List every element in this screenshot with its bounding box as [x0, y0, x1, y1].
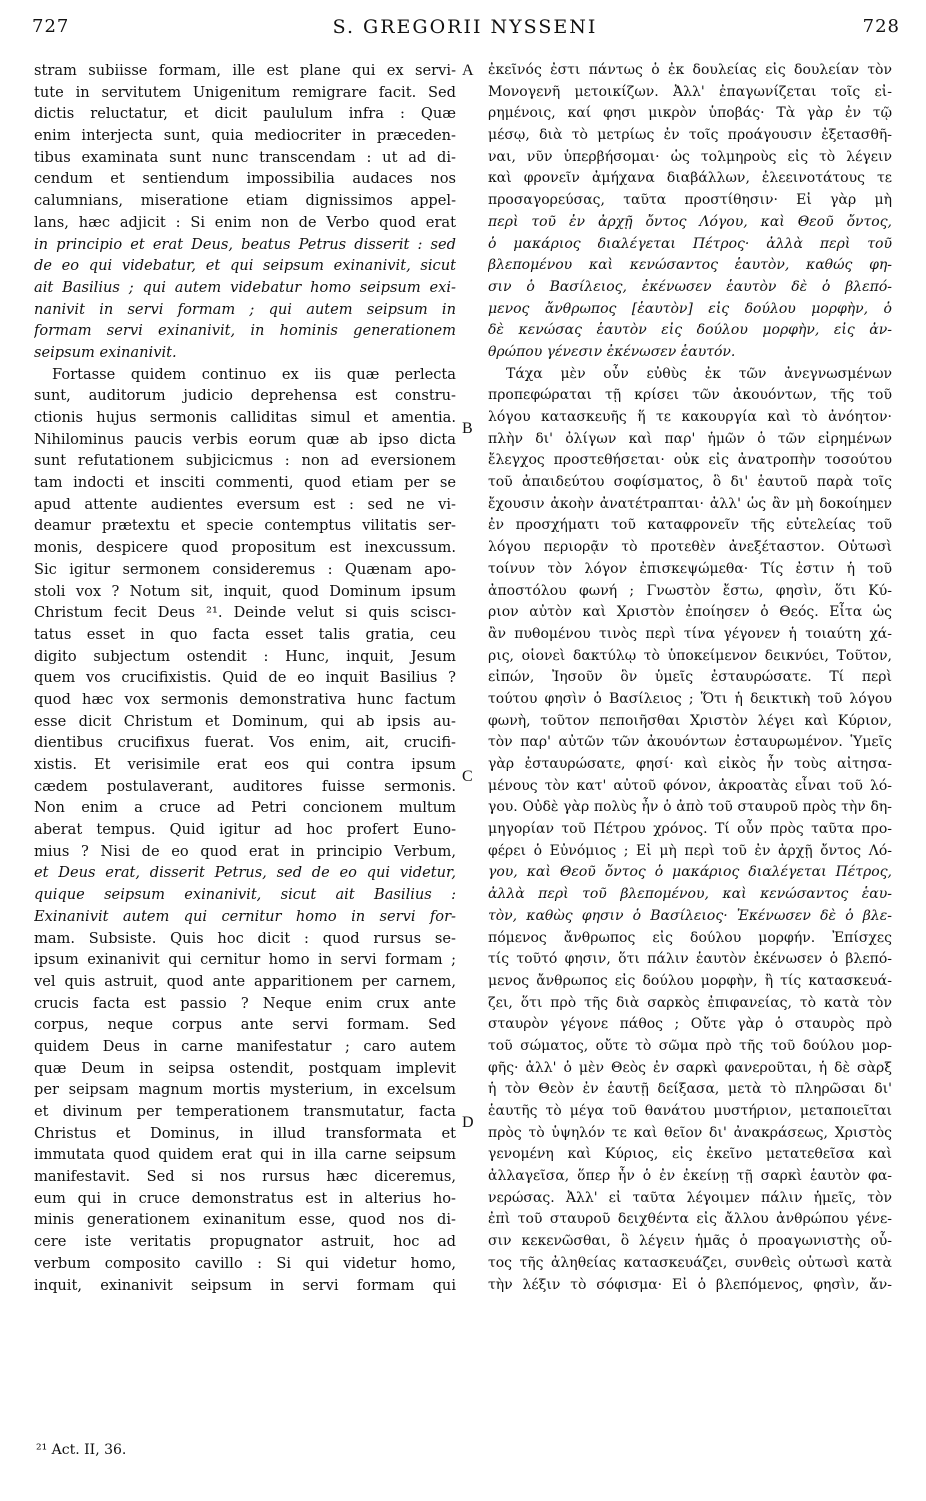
greek-text-line: λόγου περιορᾷν τὸ προτεθὲν ἀνεξέταστον. Οὑτωσὶ: [488, 539, 892, 556]
greek-text-line: Μονογενῆ μετοικίζων. Ἀλλ' ἐπαγωνίζεται τοῖς εἰ-: [488, 83, 892, 100]
latin-text-line: tam indocti et insciti commenti, quod etiam per se: [34, 474, 456, 492]
greek-text-line: ἂν πυθομένου τινὸς περὶ τίνα γέγονεν ἡ τοιαύτη χά-: [488, 625, 892, 642]
latin-text-line: Non enim a cruce ad Petri concionem multum: [34, 799, 456, 817]
latin-text-line: Sic igitur sermonem consideremus : Quænam apo-: [34, 560, 456, 578]
latin-text-line: per seipsam magnum mortis mysterium, in excelsum: [34, 1081, 456, 1099]
latin-text-column: [34, 60, 456, 1296]
latin-text-line: apud attente audientes eversum est : sed ne vi-: [34, 495, 456, 513]
latin-text-line: manifestavit. Sed si nos rursus hæc diceremus,: [34, 1168, 456, 1186]
greek-text-line: ἐπὶ τοῦ σταυροῦ δειχθέντα εἰς ἄλλου ἀνθρώπου γένε-: [488, 1211, 892, 1228]
greek-text-line: καὶ φρονεῖν ἀμήχανα διαβάλλων, ἐλεεινοτάτους τε: [488, 170, 892, 187]
latin-text-line: digito subjectum ostendit : Hunc, inquit, Jesum: [34, 647, 456, 665]
greek-text-line: Τάχα μὲν οὖν εὐθὺς ἐκ τῶν ἀνεγνωσμένων: [506, 365, 892, 382]
latin-text-line: dictis reluctatur, et dicit paululum infra : Quæ: [34, 105, 456, 123]
greek-text-line: ἔχουσιν ἀκοὴν ἀνατέτραπται· ἀλλ' ὡς ἂν μὴ δοκοίημεν: [488, 495, 892, 512]
latin-text-line: eum qui in cruce demonstratus est in alterius ho-: [34, 1189, 456, 1207]
latin-text-line: cere iste veritatis propugnator astruit, hoc ad: [34, 1233, 456, 1251]
latin-text-line: quique seipsum exinanivit, sicut ait Basilius :: [34, 886, 456, 904]
greek-text-line: δὲ κενώσας ἑαυτὸν εἰς δούλου μορφὴν, εἰς ἀν-: [488, 322, 892, 339]
latin-text-line: immutata quod quidem erat qui in illa carne seipsum: [34, 1146, 456, 1164]
latin-text-line: calumnians, miseratione etiam dignissimos appel-: [34, 192, 456, 210]
greek-text-line: ἀποστόλου φωνή ; Γνωστὸν ἔστω, φησὶν, ὅτι Κύ-: [488, 582, 892, 599]
left-page-number: 727: [32, 16, 70, 37]
latin-text-line: tibus examinata sunt nunc transcendam : ut ad di-: [34, 148, 456, 166]
greek-text-line: φωνὴ, τοῦτον πεποιῆσθαι Χριστὸν λέγει καὶ Κύριον,: [488, 712, 892, 729]
latin-text-line: inquit, exinanivit seipsum in servi formam qui: [34, 1276, 456, 1294]
greek-text-line: λόγου κατασκευῆς ἥ τε κακουργία καὶ τὸ ἀνόητον·: [488, 409, 892, 425]
greek-text-line: γου. Οὐδὲ γὰρ πολὺς ἦν ὁ ἀπὸ τοῦ σταυροῦ πρὸς τὴν δη-: [488, 799, 892, 816]
greek-text-line: σιν κεκενῶσθαι, ὃ λέγειν ἡμᾶς ὁ προαγωνιστὴς οὗ-: [488, 1233, 892, 1250]
greek-text-line: ἐκεῖνός ἐστι πάντως ὁ ἐκ δουλείας εἰς δουλείαν τὸν: [488, 62, 892, 78]
greek-text-line: ἐν προσχήματι τοῦ καταφρονεῖν τῆς εὐτελείας τοῦ: [488, 517, 892, 534]
greek-text-line: σιν ὁ Βασίλειος, ἐκένωσεν ἑαυτὸν δὲ ὁ βλεπό-: [488, 278, 892, 295]
latin-text-line: seipsum exinanivit.: [34, 343, 177, 361]
greek-text-line: τούτου φησὶν ὁ Βασίλειος ; Ὅτι ἡ δεικτικὴ τοῦ λόγου: [488, 690, 892, 707]
greek-text-line: τοῦ σώματος, οὔτε τὸ σῶμα πρὸ τῆς τοῦ δούλου μορ-: [488, 1037, 892, 1054]
latin-text-line: tute in servitutem Unigenitum remigrare facit. Sed: [34, 83, 456, 101]
greek-text-line: εἰπών, Ἰησοῦν ὃν ὑμεῖς ἐσταυρώσατε. Τί περὶ: [488, 669, 892, 686]
greek-text-line: βλεπομένου καὶ κενώσαντος ἑαυτὸν, καθώς φη-: [488, 257, 892, 274]
margin-marker-a: A: [462, 62, 474, 79]
greek-text-line: μέσῳ, διὰ τὸ μετρίως ἐν τοῖς προάγουσιν ἐξετασθῆ-: [488, 127, 892, 144]
latin-text-line: cædem postulaverant, auditores fuisse sermonis.: [34, 777, 456, 795]
latin-text-line: mam. Subsiste. Quis hoc dicit : quod rursus se-: [34, 929, 456, 947]
latin-text-line: verbum composito cavillo : Si qui videtur homo,: [34, 1254, 456, 1272]
latin-text-line: quem vos crucifixistis. Quid de eo inquit Basilius ?: [34, 669, 456, 687]
running-header: [30, 8, 900, 48]
latin-text-line: lans, hæc adjicit : Si enim non de Verbo quod erat: [34, 213, 456, 231]
latin-text-line: Nihilominus paucis verbis eorum quæ ab ipso dicta: [34, 430, 456, 448]
latin-text-line: Christus et Dominus, in illud transformata et: [34, 1124, 456, 1142]
greek-text-line: ἀλλὰ περὶ τοῦ βλεπομένου, καὶ κενώσαντος ἑαυ-: [488, 886, 892, 903]
latin-text-line: minis generationem exinanitum esse, quod nos di-: [34, 1211, 456, 1229]
latin-text-line: dientibus crucifixus fuerat. Vos enim, ait, crucifi-: [34, 734, 456, 752]
latin-text-line: stram subiisse formam, ille est plane qui ex servi-: [34, 62, 456, 79]
latin-text-line: mius ? Nisi de eo quod erat in principio Verbum,: [34, 842, 456, 860]
greek-text-line: μενος ἄνθρωπος εἰς δούλου μορφὴν, ἢ τίς κατασκευά-: [488, 972, 892, 989]
greek-text-line: ρημένοις, καί φησι μικρὸν ὑποβάς· Τὰ γὰρ ἐν τῷ: [488, 105, 892, 122]
greek-text-line: ἔλεγχος προστεθήσεται· οὐκ εἰς ἀνατροπὴν τοσούτου: [488, 452, 892, 469]
latin-text-line: corpus, neque corpus ante servi formam. Sed: [34, 1016, 456, 1034]
latin-text-line: et divinum per temperationem transmutatur, facta: [34, 1103, 456, 1120]
greek-text-line: ζει, ὅτι πρὸ τῆς διὰ σαρκὸς ἐπιφανείας, τὸ κατὰ τὸν: [488, 994, 892, 1011]
margin-marker-b: B: [462, 420, 473, 437]
greek-text-line: τοίνυν τὸν λόγον ἐπισκεψώμεθα· Τίς ἐστιν ἡ τοῦ: [488, 560, 892, 577]
latin-text-line: crucis facta est passio ? Neque enim crux ante: [34, 994, 456, 1012]
latin-text-line: quæ Deum in seipsa ostendit, postquam implevit: [34, 1059, 456, 1077]
greek-text-line: τὸν παρ' αὐτῶν τῶν ἀκουόντων ἐσταυρωμένον. Ὑμεῖς: [488, 734, 892, 751]
latin-text-line: quod hæc vox sermonis demonstrativa hunc factum: [34, 690, 456, 708]
greek-text-line: ὁ μακάριος διαλέγεται Πέτρος· ἀλλὰ περὶ τοῦ: [488, 235, 892, 252]
latin-text-line: xistis. Et verisimile erat eos qui contra ipsum: [34, 756, 456, 773]
greek-text-line: προσαγορεύσας, ταῦτα προστίθησιν· Εἰ γὰρ μὴ: [488, 192, 892, 209]
footnote: ²¹ Act. II, 36.: [36, 1442, 127, 1458]
greek-text-line: γενομένη καὶ Κύριος, εἰς ἐκεῖνο μετατεθεῖσα καὶ: [488, 1146, 892, 1163]
greek-text-line: προπεφώραται τῇ κρίσει τῶν ἀκουόντων, τῆς τοῦ: [488, 387, 892, 404]
latin-text-line: Exinanivit autem qui cernitur homo in servi for-: [34, 907, 456, 925]
greek-text-line: τος τῆς ἀληθείας κατασκευάζει, συνθεὶς οὑτωσὶ κατὰ: [488, 1254, 892, 1271]
greek-text-line: ἡ τὸν Θεὸν ἐν ἑαυτῇ δείξασα, μετὰ τὸ πληρῶσαι δι': [488, 1081, 892, 1098]
latin-text-line: Christum fecit Deus ²¹. Deinde velut si quis sciscı-: [34, 604, 456, 622]
greek-text-line: πρὸς τὸ ὑψηλόν τε καὶ θεῖον δι' ἀνακράσεως, Χριστὸς: [488, 1124, 892, 1141]
greek-text-line: θρώπου γένεσιν ἐκένωσεν ἑαυτόν.: [488, 343, 736, 360]
greek-text-line: νερώσας. Ἀλλ' εἰ ταῦτα λέγοιμεν πάλιν ἡμεῖς, τὸν: [488, 1189, 892, 1206]
latin-text-line: nanivit in servi formam ; qui autem seipsum in: [34, 300, 456, 318]
latin-text-line: in principio et erat Deus, beatus Petrus disserit : sed: [34, 235, 456, 253]
greek-text-line: περὶ τοῦ ἐν ἀρχῇ ὄντος Λόγου, καὶ Θεοῦ ὄντος,: [488, 213, 892, 230]
greek-text-line: ἑαυτῆς τὸ μέγα τοῦ θανάτου μυστήριον, μεταποιεῖται: [488, 1103, 892, 1119]
greek-text-line: τοῦ ἀπαιδεύτου σοφίσματος, ὃ δι' ἑαυτοῦ παρὰ τοῖς: [488, 474, 892, 491]
latin-text-line: stoli vox ? Notum sit, inquit, quod Dominum ipsum: [34, 582, 456, 600]
greek-text-line: γου, καὶ Θεοῦ ὄντος ὁ μακάριος διαλέγεται Πέτρος,: [488, 864, 892, 881]
latin-text-line: aberat tempus. Quid igitur ad hoc profert Euno-: [34, 821, 456, 839]
latin-text-line: esse dicit Christum et Dominum, qui ab ipsis au-: [34, 712, 456, 730]
latin-text-line: vel quis astruit, quod ante apparitionem per carnem,: [34, 972, 456, 990]
margin-marker-c: C: [462, 768, 473, 785]
greek-text-line: σταυρὸν γέγονε πάθος ; Οὔτε γὰρ ὁ σταυρὸς πρὸ: [488, 1016, 892, 1033]
greek-text-line: ρις, οἱονεὶ δακτύλῳ τὸ ὑποκείμενον δεικνύει, Τοῦτον,: [488, 647, 892, 664]
greek-text-line: τὴν λέξιν τὸ σόφισμα· Εἰ ὁ βλεπόμενος, φησὶν, ἄν-: [488, 1276, 892, 1293]
margin-marker-d: D: [462, 1114, 474, 1131]
latin-text-line: ipsum exinanivit qui cernitur homo in servi formam ;: [34, 951, 456, 969]
latin-text-line: deamur prætextu et specie contemptus vilitatis ser-: [34, 517, 456, 535]
greek-text-line: μενος ἄνθρωπος [ἑαυτὸν] εἰς δούλου μορφὴν, ὁ: [488, 300, 892, 317]
latin-text-line: formam servi exinanivit, in hominis generationem: [34, 322, 456, 340]
greek-text-line: πόμενος ἄνθρωπος εἰς δούλου μορφήν. Ἐπίσχες: [488, 929, 892, 946]
greek-text-line: τὸν, καθὼς φησιν ὁ Βασίλειος· Ἐκένωσεν δὲ ὁ βλε-: [488, 907, 892, 924]
latin-text-line: tatus esset in quo facta esset talis gratia, ceu: [34, 625, 456, 643]
greek-text-line: μένους τὸν κατ' αὐτοῦ φόνον, ἀκροατὰς εἶναι τοῦ λό-: [488, 777, 892, 794]
greek-text-line: γὰρ ἐσταυρώσατε, φησί· καὶ εἰκὸς ἦν τοὺς αἰτησα-: [488, 756, 892, 772]
latin-text-line: ctionis hujus sermonis calliditas simul et amentia.: [34, 409, 456, 426]
latin-text-line: enim interjecta sunt, quia mediocriter in præceden-: [34, 127, 456, 145]
greek-text-column: [488, 60, 892, 1296]
latin-text-line: sunt refutationem subjicicmus : non ad eversionem: [34, 452, 456, 470]
running-title: S. GREGORII NYSSENI: [332, 16, 598, 38]
greek-text-line: ριον αὐτὸν καὶ Χριστὸν ἐποίησεν ὁ Θεός. Εἶτα ὡς: [488, 604, 892, 621]
greek-text-line: τίς τοῦτό φησιν, ὅτι πάλιν ἑαυτὸν ἐκένωσεν ὁ βλεπό-: [488, 951, 892, 968]
greek-text-line: φῆς· ἀλλ' ὁ μὲν Θεὸς ἐν σαρκὶ φανεροῦται, ἡ δὲ σὰρξ: [488, 1059, 892, 1076]
greek-text-line: φέρει ὁ Εὐνόμιος ; Εἰ μὴ περὶ τοῦ ἐν ἀρχῇ ὄντος Λό-: [488, 842, 892, 859]
latin-text-line: sunt, auditorum judicio deprehensa est constru-: [34, 387, 456, 405]
latin-text-line: monis, despicere quod propositum est inexcussum.: [34, 539, 456, 557]
right-page-number: 728: [862, 16, 900, 37]
latin-text-line: cendum et sentiendum impossibilia audaces nos: [34, 170, 456, 188]
latin-text-line: quidem Deus in carne manifestatur ; caro autem: [34, 1037, 456, 1055]
greek-text-line: πλὴν δι' ὀλίγων καὶ παρ' ἡμῶν ὁ τῶν εἰρημένων: [488, 430, 892, 447]
latin-text-line: ait Basilius ; qui autem videbatur homo seipsum exi-: [34, 278, 456, 296]
latin-text-line: de eo qui videbatur, et qui seipsum exinanivit, sicut: [34, 257, 456, 275]
greek-text-line: ἀλλαγεῖσα, ὅπερ ἦν ὁ ἐν ἐκείνῃ τῇ σαρκὶ ἑαυτὸν φα-: [488, 1168, 892, 1185]
latin-text-line: et Deus erat, disserit Petrus, sed de eo qui videtur,: [34, 864, 456, 882]
greek-text-line: ναι, νῦν ὑπερβήσομαι· ὡς τολμηροὺς εἰς τὸ λέγειν: [488, 148, 892, 165]
latin-text-line: Fortasse quidem continuo ex iis quæ perlecta: [52, 365, 456, 383]
greek-text-line: μηγορίαν τοῦ Πέτρου χρόνος. Τί οὖν πρὸς ταῦτα προ-: [488, 821, 892, 838]
